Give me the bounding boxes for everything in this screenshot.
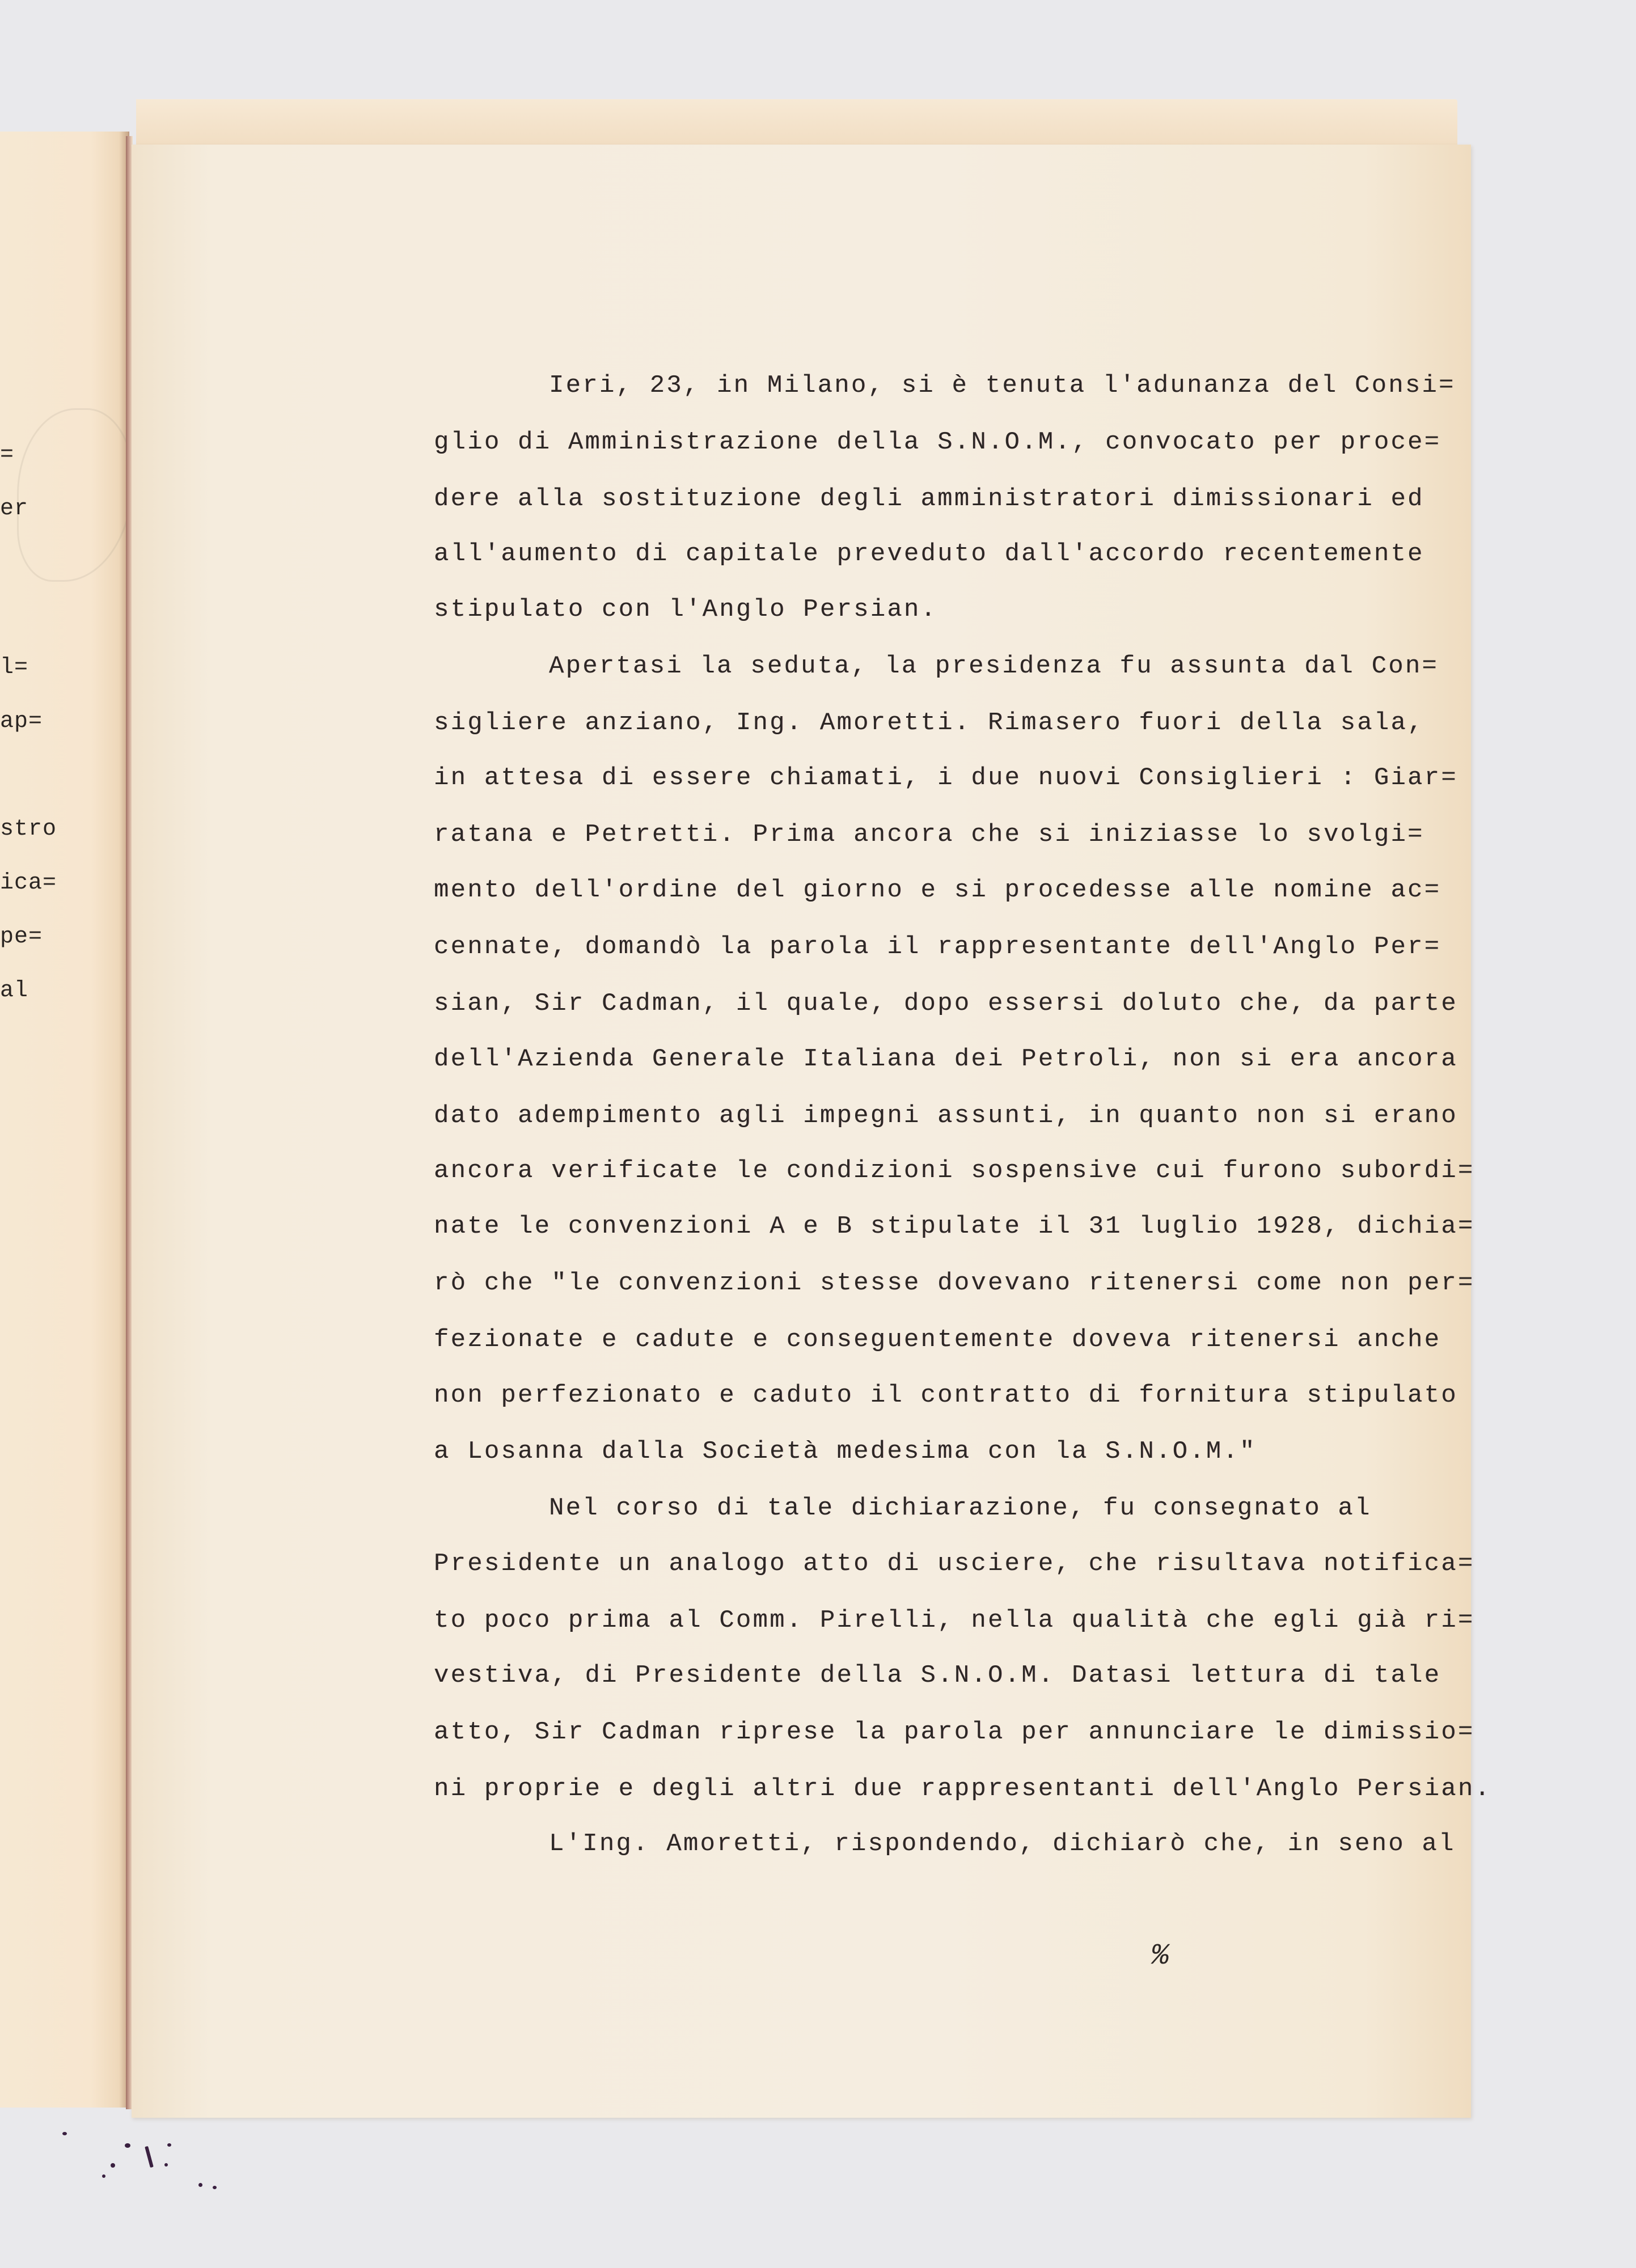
text-line: L'Ing. Amoretti, rispondendo, dichiarò che, in seno al (549, 1830, 1456, 1858)
text-line: non perfezionato e caduto il contratto di fornitura stipulato (434, 1381, 1458, 1410)
text-line: dato adempimento agli impegni assunti, in quanto non si erano (434, 1102, 1458, 1130)
text-line: Nel corso di tale dichiarazione, fu consegnato al (549, 1494, 1372, 1522)
text-line: atto, Sir Cadman riprese la parola per annunciare le dimissio= (434, 1718, 1475, 1746)
text-line: vestiva, di Presidente della S.N.O.M. Datasi lettura di tale (434, 1661, 1441, 1690)
text-line: Apertasi la seduta, la presidenza fu assunta dal Con= (549, 652, 1439, 680)
left-fragment: er (0, 496, 29, 522)
left-fragment: stro (0, 816, 57, 842)
text-line: Presidente un analogo atto di usciere, che risultava notifica= (434, 1550, 1475, 1578)
left-fragment: pe= (0, 924, 43, 950)
left-fragment: ica= (0, 870, 57, 896)
text-line: a Losanna dalla Società medesima con la S.N.O.M." (434, 1437, 1257, 1466)
text-line: dere alla sostituzione degli amministratori dimissionari ed (434, 485, 1424, 513)
text-line: glio di Amministrazione della S.N.O.M., convocato per proce= (434, 428, 1441, 456)
text-line: dell'Azienda Generale Italiana dei Petroli, non si era ancora (434, 1045, 1458, 1073)
text-line: nate le convenzioni A e B stipulate il 31 luglio 1928, dichia= (434, 1212, 1475, 1241)
left-fragment: l= (0, 655, 29, 680)
text-line: Ieri, 23, in Milano, si è tenuta l'adunanza del Consi= (549, 371, 1456, 400)
text-line: ni proprie e degli altri due rappresentanti dell'Anglo Persian. (434, 1775, 1492, 1803)
left-fragment: = (0, 442, 15, 468)
text-line: ancora verificate le condizioni sospensive cui furono subordi= (434, 1157, 1475, 1185)
text-line: to poco prima al Comm. Pirelli, nella qualità che egli già ri= (434, 1606, 1475, 1635)
text-line: sigliere anziano, Ing. Amoretti. Rimasero fuori della sala, (434, 709, 1424, 737)
text-line: stipulato con l'Anglo Persian. (434, 595, 938, 624)
text-line: rò che "le convenzioni stesse dovevano ritenersi come non per= (434, 1269, 1475, 1297)
text-line: mento dell'ordine del giorno e si procedesse alle nomine ac= (434, 876, 1441, 904)
text-line: all'aumento di capitale preveduto dall'accordo recentemente (434, 540, 1424, 568)
continuation-mark: % (1151, 1939, 1169, 1973)
text-line: ratana e Petretti. Prima ancora che si iniziasse lo svolgi= (434, 820, 1424, 849)
text-line: sian, Sir Cadman, il quale, dopo essersi doluto che, da parte (434, 989, 1458, 1018)
underlying-page-edge (136, 99, 1457, 147)
debris-specks (45, 2132, 215, 2177)
text-line: cennate, domandò la parola il rappresentante dell'Anglo Per= (434, 933, 1441, 961)
left-fragment: ap= (0, 709, 43, 734)
text-line: in attesa di essere chiamati, i due nuovi Consiglieri : Giar= (434, 764, 1458, 792)
text-line: fezionate e cadute e conseguentemente doveva ritenersi anche (434, 1326, 1441, 1354)
left-fragment: al (0, 978, 29, 1004)
